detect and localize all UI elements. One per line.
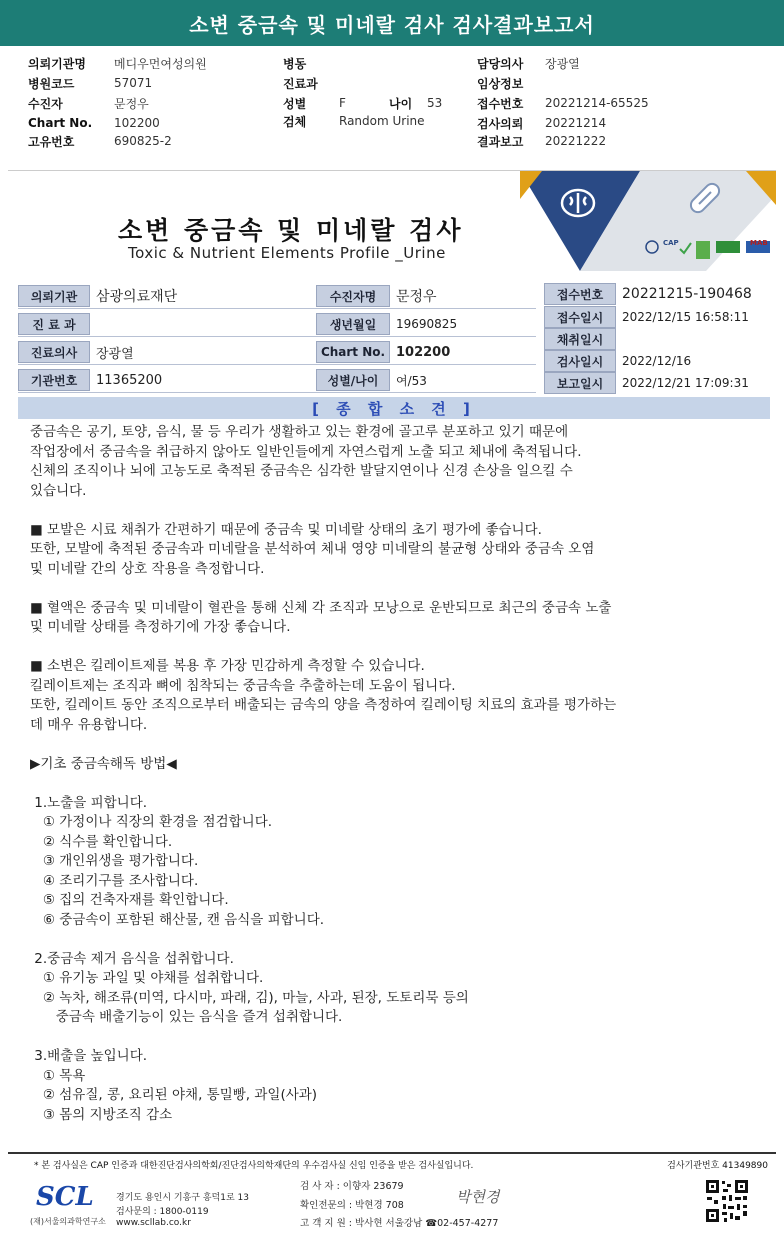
summary-line: ② 섬유질, 콩, 요리된 야채, 통밀빵, 과일(사과) — [30, 1087, 318, 1103]
header-row — [28, 54, 207, 72]
field-label: 진료의사 — [18, 341, 90, 363]
header-row — [477, 132, 606, 150]
header-value: Random Urine — [339, 114, 425, 128]
header-label: 접수번호 — [477, 96, 524, 111]
age-value: 53 — [427, 96, 443, 110]
header-value: 20221214-65525 — [545, 96, 649, 110]
field-value: 여/53 — [396, 373, 427, 388]
field-label: 수진자명 — [316, 285, 390, 307]
header-label: 임상정보 — [477, 76, 524, 91]
header-row — [477, 74, 545, 92]
field-value: 2022/12/16 — [622, 354, 692, 368]
age-label: 나이 — [389, 96, 413, 111]
cap-label: CAP — [663, 239, 679, 247]
summary-line: 신체의 조직이나 뇌에 고농도로 축적된 중금속은 심각한 발달지연이나 신경 손상을 일으킬 수 — [30, 463, 573, 479]
summary-header: [ 종 합 소 견 ] — [18, 397, 770, 419]
summary-line: ■ 혈액은 중금속 및 미네랄이 혈관을 통해 신체 각 조직과 모낭으로 운반되므로 최근의 중금속 노출 — [30, 599, 612, 616]
summary-line: ② 식수를 확인합니다. — [30, 833, 173, 850]
summary-line: 데 매우 유용합니다. — [30, 716, 148, 733]
summary-line — [30, 638, 770, 658]
field-label: 생년월일 — [316, 313, 390, 335]
field-value: 삼광의료재단 — [96, 289, 178, 305]
header-label: 결과보고 — [477, 134, 524, 149]
header-row — [477, 54, 580, 72]
header-value: 메디우먼여성의원 — [114, 56, 207, 71]
header-row — [28, 74, 152, 92]
summary-line — [30, 930, 770, 950]
field-value: 2022/12/21 17:09:31 — [622, 376, 749, 390]
field-value — [90, 313, 316, 335]
signer-line: 고 객 지 원 : 박사현 서울강남 ☎02-457-4277 — [300, 1218, 499, 1229]
field-value — [616, 328, 778, 350]
mab-label: MAB — [750, 239, 768, 247]
header-label: 고유번호 — [28, 134, 75, 149]
header-value: 57071 — [114, 76, 153, 90]
summary-line: ③ 몸의 지방조직 감소 — [30, 1106, 173, 1123]
field-label: 접수일시 — [544, 306, 616, 328]
divider — [18, 308, 536, 309]
header-value: 102200 — [114, 116, 160, 130]
header-row — [283, 94, 442, 112]
field-value: 19690825 — [396, 317, 458, 331]
field-label: 채취일시 — [544, 328, 616, 350]
summary-line: 중금속 배출기능이 있는 음식을 즐겨 섭취합니다. — [30, 1009, 343, 1025]
header-value: F — [339, 96, 346, 110]
summary-line — [30, 579, 770, 599]
signature: 박현경 — [456, 1188, 500, 1206]
header-label: 진료과 — [283, 76, 318, 91]
summary-line — [30, 501, 770, 521]
banner-title-en: Toxic & Nutrient Elements Profile _Urine — [128, 244, 446, 262]
summary-line: ① 유기농 과일 및 야채를 섭취합니다. — [30, 970, 264, 986]
lab-website[interactable]: www.scllab.co.kr — [116, 1218, 191, 1228]
header-value: 장광열 — [545, 56, 580, 71]
summary-line: ■ 모발은 시료 채취가 간편하기 때문에 중금속 및 미네랄 상태의 초기 평가에 좋습니다. — [30, 521, 542, 538]
divider — [18, 392, 536, 393]
header-label: 병동 — [283, 56, 307, 71]
field-value: 102200 — [396, 344, 451, 360]
divider — [18, 364, 536, 365]
banner-title-ko: 소변 중금속 및 미네랄 검사 — [118, 216, 464, 245]
certification-note: * 본 검사실은 CAP 인증과 대한진단검사의학회/진단검사의학재단의 우수검사실 신임 인증을 받은 검사실입니다. — [34, 1161, 474, 1171]
field-label: 진 료 과 — [18, 313, 90, 335]
summary-line: ⑥ 중금속이 포함된 해산물, 캔 음식을 피합니다. — [30, 911, 325, 928]
lab-address: 경기도 용인시 기흥구 흥덕1로 13 — [116, 1193, 249, 1203]
summary-line: 3.배출을 높입니다. — [30, 1048, 148, 1064]
summary-line: 1.노출을 피합니다. — [30, 794, 148, 811]
header-value: 20221214 — [545, 116, 607, 130]
summary-body — [30, 423, 770, 1125]
header-row — [477, 114, 606, 132]
field-value: 11365200 — [96, 372, 163, 388]
summary-line: ③ 개인위생을 평가합니다. — [30, 853, 199, 869]
field-label: 의뢰기관 — [18, 285, 90, 307]
header-label: 의뢰기관명 — [28, 56, 86, 71]
summary-line: ① 가정이나 직장의 환경을 점검합니다. — [30, 814, 273, 830]
report-title: 소변 중금속 및 미네랄 검사 검사결과보고서 — [0, 0, 784, 46]
field-value: 20221215-190468 — [622, 286, 752, 302]
header-row — [283, 74, 339, 92]
signer-line: 검 사 자 : 이향자 23679 — [300, 1181, 404, 1192]
summary-line: ■ 소변은 킬레이트제를 복용 후 가장 민감하게 측정할 수 있습니다. — [30, 658, 425, 674]
header-label: 검사의뢰 — [477, 116, 524, 131]
summary-line: 2.중금속 제거 음식을 섭취합니다. — [30, 950, 234, 967]
field-label: 보고일시 — [544, 372, 616, 394]
summary-line: 중금속은 공기, 토양, 음식, 물 등 우리가 생활하고 있는 환경에 골고루 분포하고 있기 때문에 — [30, 424, 569, 440]
header-row — [283, 112, 425, 130]
qr-code-icon — [704, 1178, 750, 1224]
field-value: 장광열 — [96, 346, 134, 362]
patient-info-table — [18, 283, 778, 393]
summary-line — [30, 774, 770, 794]
header-row — [28, 94, 149, 112]
summary-line — [30, 1028, 770, 1048]
header-row — [28, 132, 172, 150]
field-label: 성별/나이 — [316, 369, 390, 391]
summary-line: 및 미네랄 상태를 측정하기에 가장 좋습니다. — [30, 619, 291, 635]
lab-phone: 검사문의 : 1800-0119 — [116, 1207, 209, 1217]
signer-line: 확인전문의 : 박현경 708 — [300, 1200, 404, 1211]
summary-line: ② 녹차, 해조류(미역, 다시마, 파래, 김), 마늘, 사과, 된장, 도토리묵 등의 — [30, 989, 469, 1006]
summary-line: ▶기초 중금속해독 방법◀ — [30, 755, 177, 772]
field-value: 문정우 — [396, 289, 437, 305]
summary-line: 또한, 킬레이트 동안 조직으로부터 배출되는 금속의 양을 측정하여 킬레이팅 치료의 효과를 평가하는 — [30, 697, 617, 713]
header-value: 문정우 — [114, 96, 149, 111]
header-value: 20221222 — [545, 134, 607, 148]
summary-line: 작업장에서 중금속을 취급하지 않아도 일반인들에게 자연스럽게 노출 되고 체내에 축적됩니다. — [30, 443, 582, 460]
summary-line: ① 목욕 — [30, 1067, 86, 1084]
divider — [18, 336, 536, 337]
header-label: 수진자 — [28, 96, 63, 111]
summary-line: ④ 조리기구를 조사합니다. — [30, 872, 199, 889]
field-label: Chart No. — [316, 341, 390, 363]
summary-line: 또한, 모발에 축적된 중금속과 미네랄을 분석하여 체내 영양 미네랄의 불균형 상태와 중금속 오염 — [30, 541, 595, 557]
lab-number: 검사기관번호 41349890 — [667, 1161, 768, 1171]
header-label: 성별 — [283, 96, 307, 111]
scl-org-name: (재)서울의과학연구소 — [30, 1217, 106, 1226]
summary-line — [30, 735, 770, 755]
report-banner — [8, 171, 776, 271]
field-value: 2022/12/15 16:58:11 — [622, 310, 749, 324]
banner-artwork — [520, 171, 776, 271]
header-row — [477, 94, 649, 112]
header-row — [283, 54, 339, 72]
header-label: Chart No. — [28, 116, 93, 130]
report-page — [8, 170, 776, 1235]
header-label: 병원코드 — [28, 76, 75, 91]
header-label: 검체 — [283, 114, 307, 129]
header-row — [28, 114, 160, 132]
scl-logo: SCL — [36, 1182, 94, 1212]
summary-line: 및 미네랄 간의 상호 작용을 측정합니다. — [30, 560, 265, 577]
header-value: 690825-2 — [114, 134, 172, 148]
header-label: 담당의사 — [477, 56, 524, 71]
report-footer — [8, 1152, 776, 1235]
summary-line: 킬레이트제는 조직과 뼈에 침착되는 중금속을 추출하는데 도움이 됩니다. — [30, 677, 456, 694]
field-label: 검사일시 — [544, 350, 616, 372]
summary-line: 있습니다. — [30, 482, 87, 499]
field-label: 기관번호 — [18, 369, 90, 391]
summary-line: ⑤ 집의 건축자재를 확인합니다. — [30, 892, 229, 908]
field-label: 접수번호 — [544, 283, 616, 305]
